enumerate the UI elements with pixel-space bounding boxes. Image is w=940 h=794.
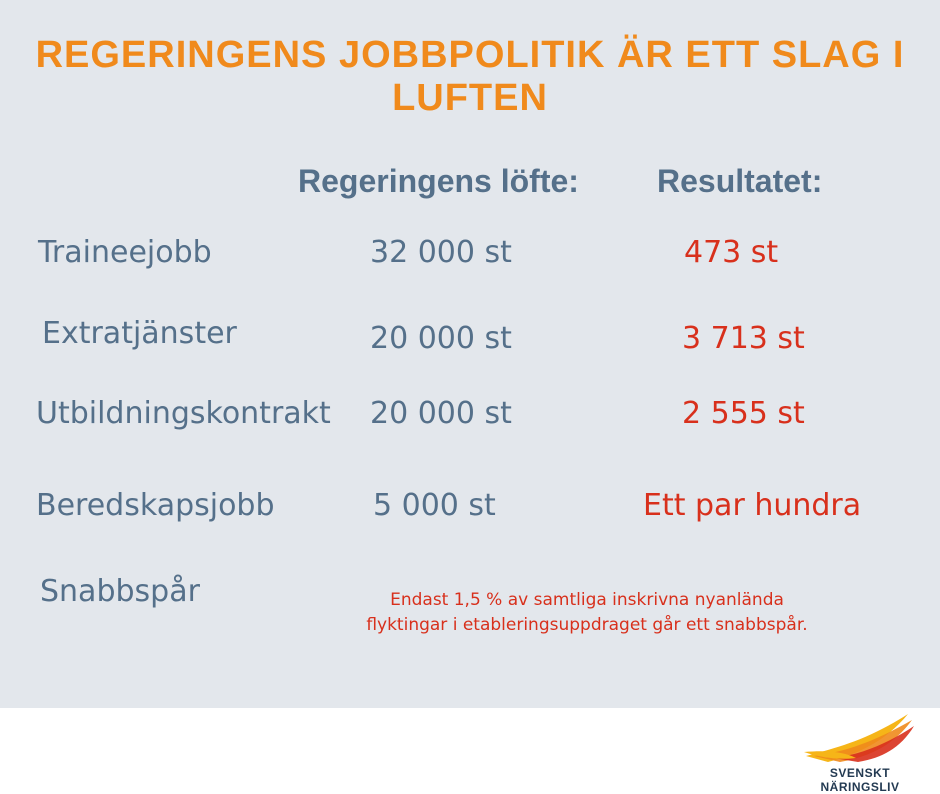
row-promise-beredskapsjobb: 5 000 st (373, 488, 496, 523)
logo (790, 712, 930, 794)
row-label-beredskapsjobb: Beredskapsjobb (36, 488, 275, 523)
row-label-extratjanster: Extratjänster (42, 316, 237, 351)
bird-wing-icon (804, 712, 916, 766)
note-line-2: flyktingar i etableringsuppdraget går ett snabbspår. (366, 615, 808, 635)
header-promise: Regeringens löfte: (298, 163, 579, 199)
row-result-extratjanster: 3 713 st (682, 321, 805, 356)
row-result-traineejobb: 473 st (684, 235, 779, 270)
row-result-utbildningskontrakt: 2 555 st (682, 396, 805, 431)
row-promise-traineejobb: 32 000 st (370, 235, 512, 270)
row-label-snabbspar: Snabbspår (40, 574, 200, 609)
row-label-utbildningskontrakt: Utbildningskontrakt (36, 396, 331, 431)
snabbspar-note (352, 588, 822, 638)
row-promise-extratjanster: 20 000 st (370, 321, 512, 356)
logo-text: SVENSKT NÄRINGSLIV (820, 766, 900, 794)
row-promise-utbildningskontrakt: 20 000 st (370, 396, 512, 431)
note-line-1: Endast 1,5 % av samtliga inskrivna nyanlända (390, 590, 784, 610)
row-label-traineejobb: Traineejobb (38, 235, 212, 270)
row-result-beredskapsjobb: Ett par hundra (643, 488, 862, 523)
header-result: Resultatet: (657, 163, 823, 199)
page-title: REGERINGENS JOBBPOLITIK ÄR ETT SLAG I LUFTEN (35, 34, 905, 119)
